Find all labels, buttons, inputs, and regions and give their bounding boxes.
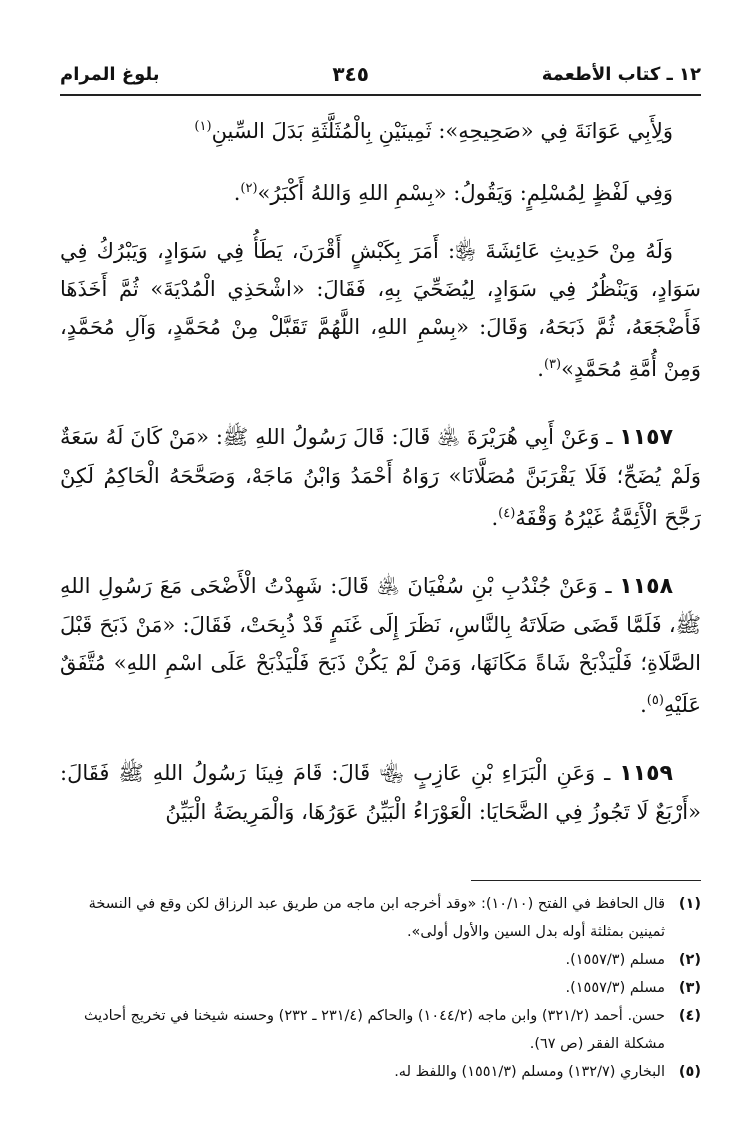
main-text bbox=[60, 108, 701, 861]
book-title: بلوغ المرام bbox=[60, 63, 160, 85]
hadith-entry: ١١٥٨ ـ وَعَنْ جُنْدُبِ بْنِ سُفْيَانَ ﵁ قَالَ: شَهِدْتُ الْأَضْحَى مَعَ رَسُولِ اللهِ ﷺ، فَلَمَّا قَضَى صَلَاتَهُ بِالنَّاسِ، نَظَرَ إِلَى غَنَمٍ قَدْ ذُبِحَتْ، فَقَالَ: «مَنْ ذَبَحَ قَبْلَ الصَّلَاةِ؛ فَلْيَذْبَحْ شَاةً مَكَانَهَا، وَمَنْ لَمْ يَكُنْ ذَبَحَ فَلْيَذْبَحْ عَلَى اسْمِ اللهِ» مُتَّفَقٌ عَلَيْهِ$^{(٥)}$. bbox=[60, 574, 701, 717]
footnote-ref: (٢) bbox=[240, 181, 258, 196]
footnote: (١) قال الحافظ في الفتح (١٠/١٠): «وقد أخرجه ابن ماجه من طريق عبد الرزاق لكن وقع في النسخة ثمينين بمثلثة أوله بدل السين والأول أولى». bbox=[88, 896, 701, 940]
paragraph: وَفِي لَفْظٍ لِمُسْلِمٍ: وَيَقُولُ: «بِسْمِ اللهِ وَاللهُ أَكْبَرُ»$^{(٢)}$. bbox=[233, 181, 673, 205]
footnote: (٣) مسلم (١٥٥٧/٣). bbox=[565, 980, 701, 996]
hadith-entry: ١١٥٧ ـ وَعَنْ أَبِي هُرَيْرَةَ ﵁ قَالَ: قَالَ رَسُولُ اللهِ ﷺ: «مَنْ كَانَ لَهُ سَعَةٌ وَلَمْ يُضَحِّ؛ فَلَا يَقْرَبَنَّ مُصَلَّانَا» رَوَاهُ أَحْمَدُ وَابْنُ مَاجَهْ، وَصَحَّحَهُ الْحَاكِمُ لَكِنْ رَجَّحَ الْأَئِمَّةُ غَيْرُهُ وَقْفَهُ$^{(٤)}$. bbox=[60, 425, 701, 530]
page-number: ٣٤٥ bbox=[332, 62, 369, 86]
footnote-ref: (١) bbox=[194, 119, 212, 134]
footnote-ref: (٣) bbox=[543, 357, 562, 372]
footnote-separator bbox=[471, 880, 701, 881]
hadith-number: ١١٥٩ bbox=[619, 761, 673, 786]
hadith-number: ١١٥٨ bbox=[619, 574, 673, 599]
footnote-ref: (٤) bbox=[498, 506, 516, 521]
hadith-number: ١١٥٧ bbox=[619, 425, 673, 450]
running-header bbox=[60, 58, 701, 90]
footnote: (٤) حسن. أحمد (٣٢١/٢) وابن ماجه (١٠٤٤/٢) والحاكم (٢٣١/٤ ـ ٢٣٢) وحسنه شيخنا في تخريج أحاديث مشكلة الفقر (ص ٦٧). bbox=[83, 1008, 701, 1052]
chapter-title: ١٢ ـ كتاب الأطعمة bbox=[541, 63, 701, 85]
hadith-entry: ١١٥٩ ـ وَعَنِ الْبَرَاءِ بْنِ عَازِبٍ ﵄ قَالَ: قَامَ فِينَا رَسُولُ اللهِ ﷺ فَقَالَ: «أَرْبَعٌ لَا تَجُوزُ فِي الضَّحَايَا: الْعَوْرَاءُ الْبَيِّنُ عَوَرُهَا، وَالْمَرِيضَةُ الْبَيِّنُ bbox=[60, 761, 701, 824]
paragraph: وَلِأَبِي عَوَانَةَ فِي «صَحِيحِهِ»: ثَمِينَيْنِ بِالْمُثَلَّثَةِ بَدَلَ السِّينِ$^{(١)}$ bbox=[194, 119, 673, 143]
book-page bbox=[60, 50, 701, 1106]
footnotes bbox=[60, 890, 701, 1086]
footnote-ref: (٥) bbox=[646, 693, 664, 708]
header-rule bbox=[60, 94, 701, 96]
footnote: (٢) مسلم (١٥٥٧/٣). bbox=[565, 952, 701, 968]
footnote: (٥) البخاري (١٣٢/٧) ومسلم (١٥٥١/٣) واللفظ له. bbox=[394, 1064, 701, 1080]
paragraph: وَلَهُ مِنْ حَدِيثِ عَائِشَةَ ﵂: أَمَرَ بِكَبْشٍ أَقْرَنَ، يَطَأُ فِي سَوَادٍ، وَيَبْرُكُ فِي سَوَادٍ، وَيَنْظُرُ فِي سَوَادٍ، لِيُضَحِّيَ بِهِ، فَقَالَ: «اشْحَذِي الْمُدْيَةَ» ثُمَّ أَخَذَهَا فَأَضْجَعَهُ، ثُمَّ ذَبَحَهُ، وَقَالَ: «بِسْمِ اللهِ، اللَّهُمَّ تَقَبَّلْ مِنْ مُحَمَّدٍ، وَآلِ مُحَمَّدٍ، وَمِنْ أُمَّةِ مُحَمَّدٍ»$^{(٣)}$. bbox=[60, 239, 701, 381]
